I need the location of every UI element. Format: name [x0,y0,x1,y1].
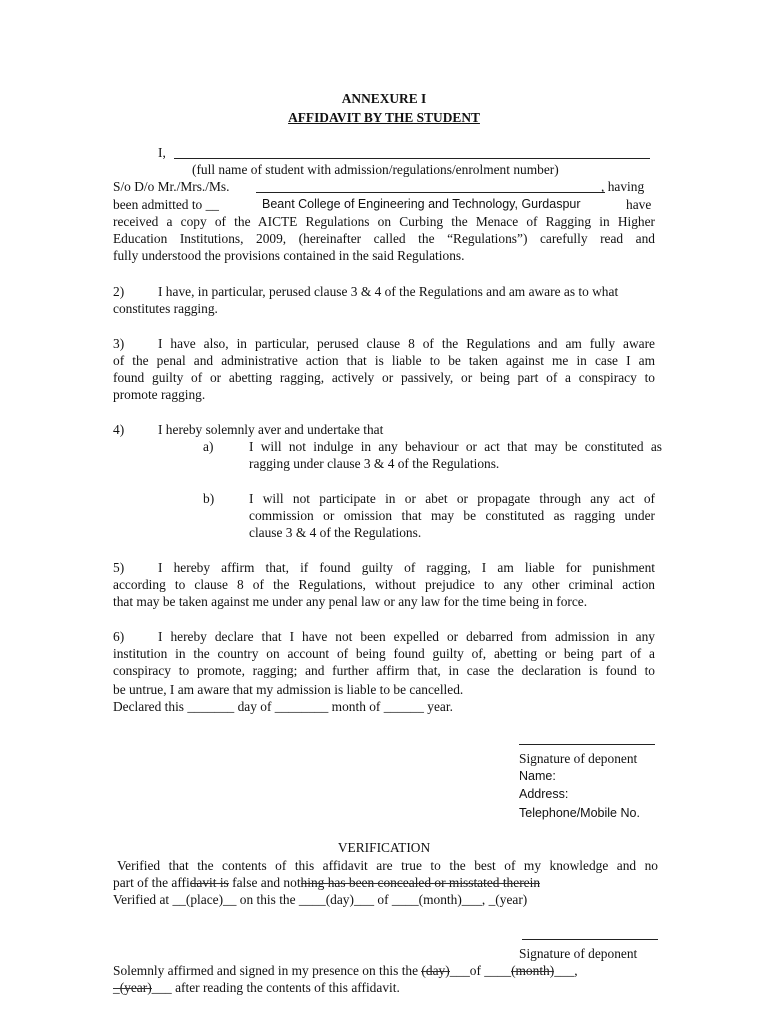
deponent-address-label: Address: [519,787,569,801]
verification-line-2: part of the affidavit is false and nothing has been concealed or misstated therein [113,875,541,890]
solemn-affirmation-line-1: Solemnly affirmed and signed in my presence on this the (day)___of ____(month)___, [113,963,578,978]
clause-3-number: 3) [113,336,125,351]
signature-of-deponent: Signature of deponent [519,751,638,766]
declared-line: Declared this _______ day of ________ month of ______ year. [113,699,453,714]
clause-4b-line-1: I will not participate in or abet or propagate through any act of [249,491,655,506]
intro-line-3: received a copy of the AICTE Regulations on Curbing the Menace of Ragging in Higher [113,214,655,229]
so-do-label: S/o D/o Mr./Mrs./Ms. [113,179,230,194]
signature-line [519,744,655,745]
clause-3-line-1: I have also, in particular, perused clause 8 of the Regulations and am fully aware [158,336,655,351]
annexure-heading: ANNEXURE I [341,91,427,106]
clause-5-number: 5) [113,560,125,575]
clause-4b-label: b) [203,491,215,506]
solemn-affirmation-line-2: _(year)___ after reading the contents of this affidavit. [113,980,400,995]
clause-5-line-3: that may be taken against me under any penal law or any law for the time being in force. [113,594,588,609]
clause-3-line-3: found guilty of or abetting ragging, actively or passively, or being part of a conspiracy to [113,370,655,385]
clause-5-line-1: I hereby affirm that, if found guilty of ragging, I am liable for punishment [158,560,655,575]
parent-name-line [256,192,605,193]
clause-6-line-3: conspiracy to promote, ragging; and further affirm that, in case the declaration is found to [113,663,655,678]
clause-4a-line-1: I will not indulge in any behaviour or act that may be constituted as [249,439,662,454]
having-text: , having [601,179,645,194]
deponent-name-label: Name: [519,769,556,783]
verification-line-1: Verified that the contents of this affidavit are true to the best of my knowledge and no [117,858,658,873]
clause-4b-line-2: commission or omission that may be constituted as ragging under [249,508,655,523]
clause-6-number: 6) [113,629,125,644]
affidavit-title: AFFIDAVIT BY THE STUDENT [288,110,480,125]
verification-line-3: Verified at __(place)__ on this the ____(day)___ of ____(month)___, _(year) [113,892,528,907]
signature-line-2 [522,939,658,940]
clause-4-line-1: I hereby solemnly aver and undertake that [158,422,384,437]
have-text: have [626,197,652,212]
signature-of-deponent-2: Signature of deponent [519,946,638,961]
clause-4a-line-2: ragging under clause 3 & 4 of the Regulations. [249,456,500,471]
clause-2-line-2: constitutes ragging. [113,301,218,316]
student-name-line [174,158,650,159]
intro-line-4: Education Institutions, 2009, (hereinafter called the “Regulations”) carefully read and [113,231,655,246]
intro-line-5: fully understood the provisions contained in the said Regulations. [113,248,465,263]
clause-4b-line-3: clause 3 & 4 of the Regulations. [249,525,422,540]
i-label: I, [158,145,166,160]
name-hint: (full name of student with admission/regulations/enrolment number) [192,162,559,177]
verification-title: VERIFICATION [337,840,431,855]
clause-6-line-2: institution in the country on account of being found guilty of, abetting or being part of a [113,646,655,661]
clause-5-line-2: according to clause 8 of the Regulations, without prejudice to any other criminal action [113,577,655,592]
clause-2-line-1: I have, in particular, perused clause 3 & 4 of the Regulations and am aware as to what [158,284,619,299]
clause-4a-label: a) [203,439,214,454]
clause-2-number: 2) [113,284,125,299]
been-admitted-text: been admitted to __ [113,197,219,212]
college-name: Beant College of Engineering and Technology, Gurdaspur [262,197,581,211]
clause-6-line-1: I hereby declare that I have not been expelled or debarred from admission in any [158,629,655,644]
clause-3-line-2: of the penal and administrative action that is liable to be taken against me in case I am [113,353,655,368]
clause-4-number: 4) [113,422,125,437]
clause-3-line-4: promote ragging. [113,387,206,402]
deponent-phone-label: Telephone/Mobile No. [519,806,640,820]
clause-6-line-4: be untrue, I am aware that my admission is liable to be cancelled. [113,682,464,697]
